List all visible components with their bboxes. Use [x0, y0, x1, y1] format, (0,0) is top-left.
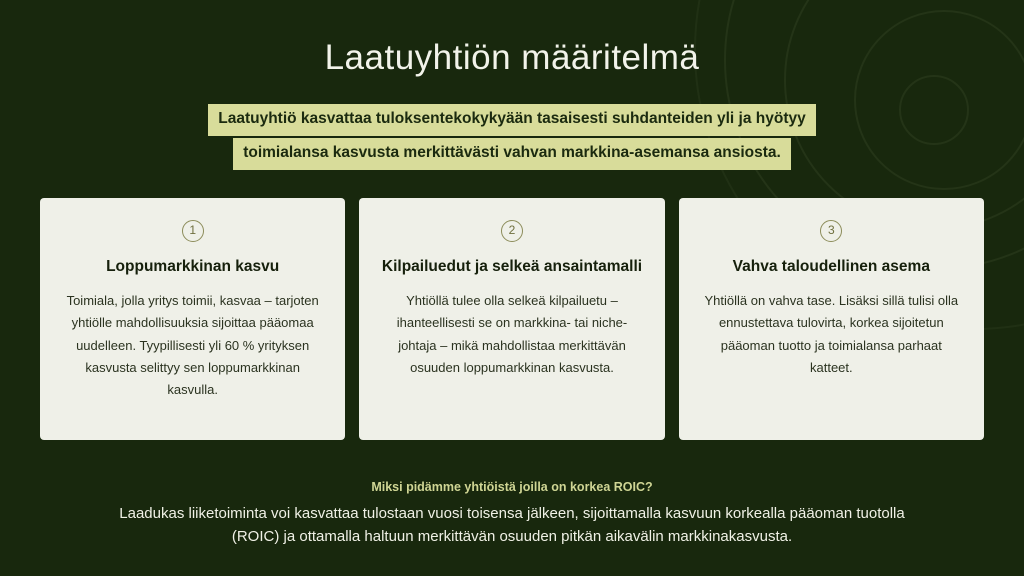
cards-container	[40, 198, 984, 440]
card-body: Yhtiöllä on vahva tase. Lisäksi sillä tulisi olla ennustettava tulovirta, korkea sijoitetun pääoman tuotto ja toimialansa parhaat katteet.	[704, 293, 959, 376]
card-kilpailuedut	[359, 198, 664, 440]
card-vahva-taloudellinen-asema	[679, 198, 984, 440]
footer-text: Laadukas liiketoiminta voi kasvattaa tulostaan vuosi toisensa jälkeen, sijoittamalla kasvuun korkealla pääoman tuotolla (ROIC) ja ottamalla haltuun merkittävän osuuden pitkän aikavälin markkinakasvusta.	[119, 504, 905, 545]
footer	[0, 480, 1024, 549]
card-number-badge: 3	[820, 220, 842, 242]
footer-question: Miksi pidämme yhtiöistä joilla on korkea ROIC?	[371, 479, 653, 494]
card-body: Toimiala, jolla yritys toimii, kasvaa – tarjoten yhtiölle mahdollisuuksia sijoittaa pääomaa uudelleen. Tyypillisesti yli 60 % yrityksen kasvusta selittyy sen loppumarkkinan kasvulla.	[66, 293, 319, 398]
card-title: Loppumarkkinan kasvu	[106, 258, 280, 275]
card-number-badge: 2	[501, 220, 523, 242]
card-title: Vahva taloudellinen asema	[732, 258, 930, 275]
subtitle-highlight	[0, 104, 1024, 172]
card-title: Kilpailuedut ja selkeä ansaintamalli	[381, 258, 643, 275]
subtitle-line-2: toimialansa kasvusta merkittävästi vahvan markkina-asemansa ansiosta.	[233, 138, 791, 170]
subtitle-line-1: Laatuyhtiö kasvattaa tuloksentekokykyään tasaisesti suhdanteiden yli ja hyötyy	[208, 104, 816, 136]
card-number-badge: 1	[182, 220, 204, 242]
page-title: Laatuyhtiön määritelmä	[324, 38, 700, 77]
card-loppumarkkinan-kasvu	[40, 198, 345, 440]
card-body: Yhtiöllä tulee olla selkeä kilpailuetu – ihanteellisesti se on markkina- tai niche-johtaja – mikä mahdollistaa merkittävän osuuden loppumarkkinan kasvusta.	[396, 293, 628, 376]
